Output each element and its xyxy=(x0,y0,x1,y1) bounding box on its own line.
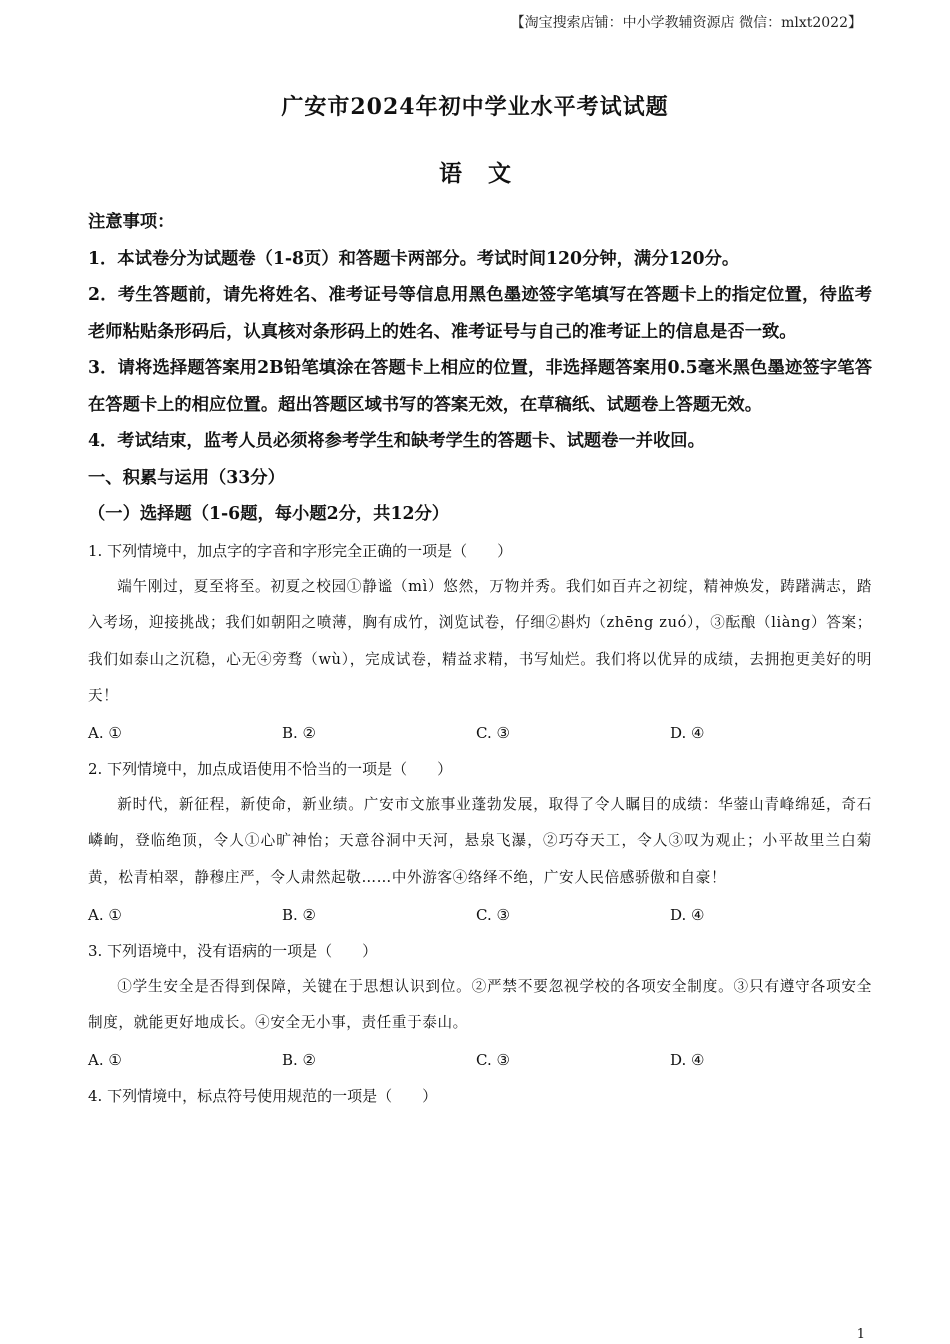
note-item: 3．请将选择题答案用2B铅笔填涂在答题卡上相应的位置，非选择题答案用0.5毫米黑色墨迹签字笔答在答题卡上的相应位置。超出答题区域书写的答案无效，在草稿纸、试题卷上答题无效。 xyxy=(88,358,872,415)
question-passage: ①学生安全是否得到保障，关键在于思想认识到位。②严禁不要忽视学校的各项安全制度。③只有遵守各项安全制度，就能更好地成长。④安全无小事，责任重于泰山。 xyxy=(88,977,872,1032)
question-stem: 4. 下列情境中，标点符号使用规范的一项是（ ） xyxy=(88,1086,438,1105)
question-stem: 3. 下列语境中，没有语病的一项是（ ） xyxy=(88,941,378,960)
section-heading: 一、积累与运用（33分） xyxy=(88,467,285,488)
exam-content xyxy=(88,204,872,1114)
notes-heading: 注意事项： xyxy=(88,212,175,232)
note-item: 4．考试结束，监考人员必须将参考学生和缺考学生的答题卡、试题卷一并收回。 xyxy=(88,431,705,451)
header-note: 【淘宝搜索店铺：中小学教辅资源店 微信：mlxt2022】 xyxy=(510,15,862,31)
option-d: D. ④ xyxy=(670,1050,705,1069)
answer-options xyxy=(88,897,872,933)
page-title: 广安市2024年初中学业水平考试试题 xyxy=(281,94,669,120)
option-c: C. ③ xyxy=(476,723,510,742)
subsection-heading: （一）选择题（1-6题，每小题2分，共12分） xyxy=(88,504,450,524)
option-b: B. ② xyxy=(282,1050,317,1069)
question-passage: 端午刚过，夏至将至。初夏之校园①静谧（mì）悠然，万物并秀。我们如百卉之初绽，精神焕发，踌躇满志，踏入考场，迎接挑战；我们如朝阳之喷薄，胸有成竹，浏览试卷，仔细②斟灼（zhēng zuó），③酝酿（liàng）答案；我们如泰山之沉稳，心无④旁骛（wù），完成试卷，精益求精，书写灿烂。我们将以优异的成绩，去拥抱更美好的明天！ xyxy=(88,577,872,705)
option-b: B. ② xyxy=(282,905,317,924)
question-stem: 1. 下列情境中，加点字的字音和字形完全正确的一项是（ ） xyxy=(88,541,513,560)
option-c: C. ③ xyxy=(476,905,510,924)
subject-title: 语文 xyxy=(439,160,537,187)
option-b: B. ② xyxy=(282,723,317,742)
note-item: 1．本试卷分为试题卷（1-8页）和答题卡两部分。考试时间120分钟，满分120分。 xyxy=(88,248,740,269)
option-c: C. ③ xyxy=(476,1050,510,1069)
page-number: 1 xyxy=(856,1327,865,1342)
note-item: 2．考生答题前，请先将姓名、准考证号等信息用黑色墨迹签字笔填写在答题卡上的指定位置，待监考老师粘贴条形码后，认真核对条形码上的姓名、准考证号与自己的准考证上的信息是否一致。 xyxy=(88,285,872,342)
option-a: A. ① xyxy=(88,905,122,924)
option-a: A. ① xyxy=(88,723,122,742)
option-d: D. ④ xyxy=(670,723,705,742)
question-passage: 新时代，新征程，新使命，新业绩。广安市文旅事业蓬勃发展，取得了令人瞩目的成绩：华蓥山青峰绵延，奇石嶙峋，登临绝顶，令人①心旷神怡；天意谷洞中天河，悬泉飞瀑，②巧夺天工，令人③叹为观止；小平故里兰白菊黄，松青柏翠，静穆庄严，令人肃然起敬……中外游客④络绎不绝，广安人民倍感骄傲和自豪！ xyxy=(88,795,872,887)
question-stem: 2. 下列情境中，加点成语使用不恰当的一项是（ ） xyxy=(88,759,453,778)
option-a: A. ① xyxy=(88,1050,122,1069)
option-d: D. ④ xyxy=(670,905,705,924)
answer-options xyxy=(88,715,872,751)
answer-options xyxy=(88,1042,872,1078)
